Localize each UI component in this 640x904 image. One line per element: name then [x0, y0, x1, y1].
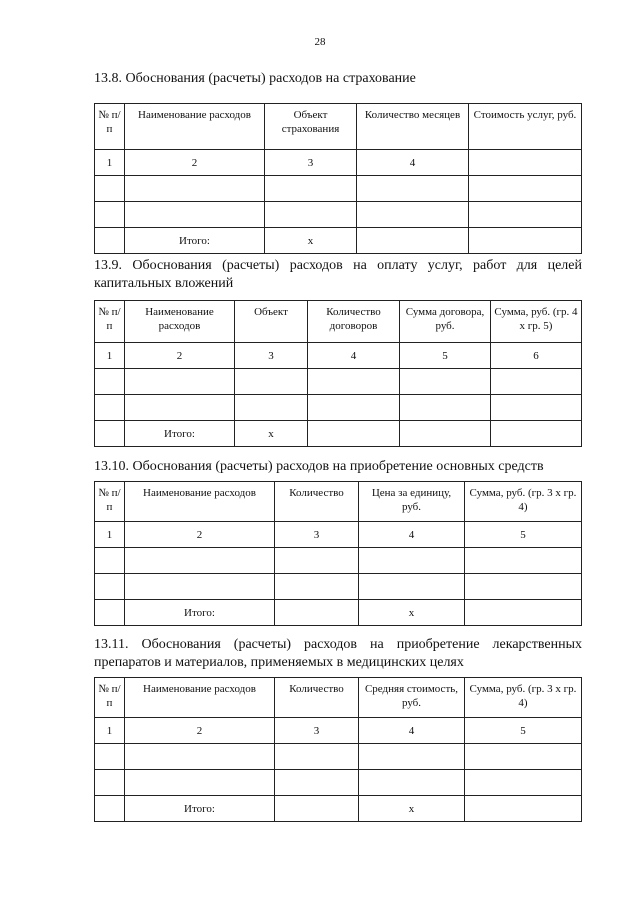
total-cell [465, 600, 582, 626]
empty-cell [359, 548, 465, 574]
total-cell [95, 600, 125, 626]
empty-cell [400, 395, 491, 421]
table-13-10 [94, 481, 582, 626]
number-cell: 4 [357, 150, 469, 176]
number-cell: 5 [465, 718, 582, 744]
number-cell: 5 [400, 343, 491, 369]
empty-cell [275, 770, 359, 796]
total-cell: Итого: [125, 421, 235, 447]
header-cell: Стоимость услуг, руб. [469, 104, 582, 150]
header-cell: Количество [275, 482, 359, 522]
empty-cell [469, 202, 582, 228]
empty-cell [308, 369, 400, 395]
empty-cell [95, 770, 125, 796]
header-cell: Наименование расходов [125, 301, 235, 343]
empty-cell [465, 744, 582, 770]
empty-row [95, 176, 582, 202]
number-cell: 4 [359, 522, 465, 548]
empty-cell [95, 202, 125, 228]
empty-cell [265, 202, 357, 228]
total-cell [308, 421, 400, 447]
empty-cell [125, 202, 265, 228]
total-cell [400, 421, 491, 447]
header-cell: Количество месяцев [357, 104, 469, 150]
number-cell: 1 [95, 343, 125, 369]
empty-cell [125, 770, 275, 796]
number-cell: 3 [275, 522, 359, 548]
total-cell [95, 421, 125, 447]
table-13-11 [94, 677, 582, 822]
header-cell: № п/п [95, 482, 125, 522]
empty-row [95, 369, 582, 395]
empty-cell [275, 744, 359, 770]
table-13-8 [94, 103, 582, 254]
empty-row [95, 202, 582, 228]
number-cell: 1 [95, 718, 125, 744]
header-cell: Объект страхования [265, 104, 357, 150]
column-number-row [95, 150, 582, 176]
total-cell: х [359, 600, 465, 626]
empty-cell [491, 369, 582, 395]
total-row [95, 796, 582, 822]
empty-cell [491, 395, 582, 421]
empty-cell [95, 395, 125, 421]
total-row [95, 228, 582, 254]
total-cell [491, 421, 582, 447]
empty-cell [465, 548, 582, 574]
empty-cell [275, 574, 359, 600]
total-cell [469, 228, 582, 254]
empty-row [95, 744, 582, 770]
number-cell: 3 [265, 150, 357, 176]
number-cell [469, 150, 582, 176]
empty-cell [95, 176, 125, 202]
empty-cell [235, 395, 308, 421]
empty-cell [125, 176, 265, 202]
number-cell: 2 [125, 522, 275, 548]
total-cell [275, 796, 359, 822]
section-title-13-10: 13.10. Обоснования (расчеты) расходов на приобретение основных средств [94, 459, 544, 474]
section-title-13-9: 13.9. Обоснования (расчеты) расходов на оплату услуг, работ для целей капитальных вложений [94, 258, 582, 291]
number-cell: 3 [235, 343, 308, 369]
empty-cell [95, 369, 125, 395]
empty-cell [235, 369, 308, 395]
table-header-row [95, 482, 582, 522]
empty-cell [125, 369, 235, 395]
empty-cell [465, 770, 582, 796]
total-cell: х [265, 228, 357, 254]
empty-cell [359, 744, 465, 770]
table-header-row [95, 104, 582, 150]
empty-cell [125, 395, 235, 421]
total-cell [357, 228, 469, 254]
empty-row [95, 574, 582, 600]
total-cell: х [235, 421, 308, 447]
number-cell: 1 [95, 150, 125, 176]
total-cell [465, 796, 582, 822]
header-cell: Объект [235, 301, 308, 343]
empty-cell [465, 574, 582, 600]
header-cell: № п/п [95, 301, 125, 343]
number-cell: 4 [308, 343, 400, 369]
empty-row [95, 548, 582, 574]
empty-cell [95, 574, 125, 600]
table-header-row [95, 301, 582, 343]
empty-cell [275, 548, 359, 574]
total-row [95, 421, 582, 447]
number-cell: 1 [95, 522, 125, 548]
empty-cell [357, 202, 469, 228]
column-number-row [95, 718, 582, 744]
number-cell: 6 [491, 343, 582, 369]
total-cell: Итого: [125, 228, 265, 254]
total-cell [95, 796, 125, 822]
section-title-13-8: 13.8. Обоснования (расчеты) расходов на страхование [94, 71, 416, 86]
header-cell: Сумма, руб. (гр. 4 х гр. 5) [491, 301, 582, 343]
number-cell: 3 [275, 718, 359, 744]
number-cell: 2 [125, 150, 265, 176]
empty-cell [125, 548, 275, 574]
empty-row [95, 770, 582, 796]
empty-cell [265, 176, 357, 202]
total-cell [95, 228, 125, 254]
total-row [95, 600, 582, 626]
table-13-9 [94, 300, 582, 447]
number-cell: 5 [465, 522, 582, 548]
header-cell: № п/п [95, 104, 125, 150]
empty-cell [125, 744, 275, 770]
empty-cell [95, 744, 125, 770]
empty-cell [469, 176, 582, 202]
total-cell: Итого: [125, 600, 275, 626]
total-cell: х [359, 796, 465, 822]
empty-cell [400, 369, 491, 395]
number-cell: 2 [125, 343, 235, 369]
empty-row [95, 395, 582, 421]
empty-cell [308, 395, 400, 421]
header-cell: Наименование расходов [125, 482, 275, 522]
page-number: 28 [314, 36, 326, 48]
section-title-13-11: 13.11. Обоснования (расчеты) расходов на приобретение лекарственных препаратов и материалов, применяемых в медицинских целях [94, 637, 582, 670]
empty-cell [359, 770, 465, 796]
empty-cell [357, 176, 469, 202]
total-cell [275, 600, 359, 626]
header-cell: Наименование расходов [125, 104, 265, 150]
column-number-row [95, 522, 582, 548]
header-cell: Сумма, руб. (гр. 3 х гр. 4) [465, 678, 582, 718]
total-cell: Итого: [125, 796, 275, 822]
header-cell: Наименование расходов [125, 678, 275, 718]
empty-cell [125, 574, 275, 600]
header-cell: Сумма договора, руб. [400, 301, 491, 343]
empty-cell [359, 574, 465, 600]
column-number-row [95, 343, 582, 369]
header-cell: Средняя стоимость, руб. [359, 678, 465, 718]
header-cell: Цена за единицу, руб. [359, 482, 465, 522]
header-cell: Количество [275, 678, 359, 718]
header-cell: № п/п [95, 678, 125, 718]
number-cell: 2 [125, 718, 275, 744]
table-header-row [95, 678, 582, 718]
header-cell: Количество договоров [308, 301, 400, 343]
header-cell: Сумма, руб. (гр. 3 х гр. 4) [465, 482, 582, 522]
number-cell: 4 [359, 718, 465, 744]
empty-cell [95, 548, 125, 574]
